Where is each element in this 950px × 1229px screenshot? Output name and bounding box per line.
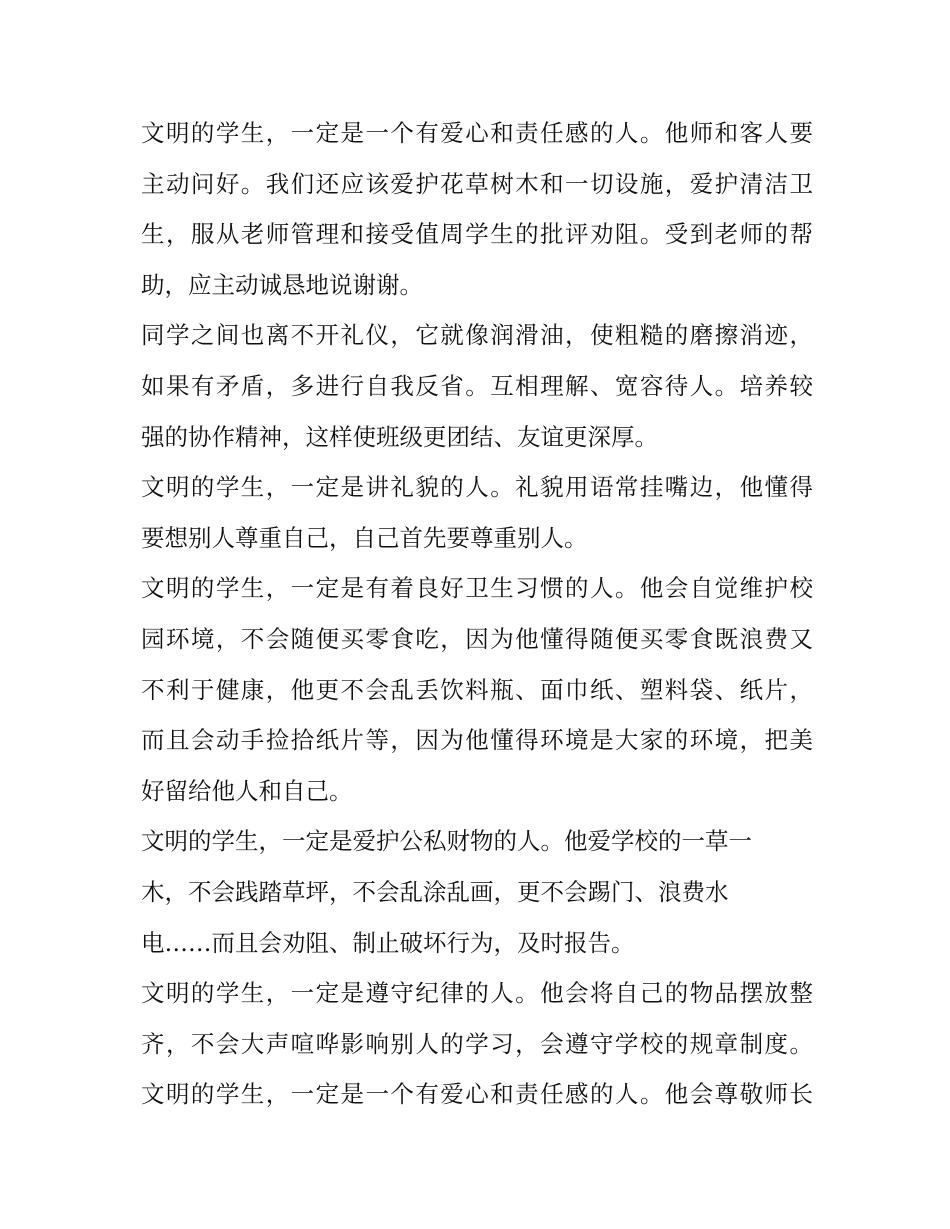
text-line: 木，不会践踏草坪，不会乱涂乱画，更不会踢门、浪费水 <box>141 877 729 906</box>
text-line: 而且会动手捡拾纸片等，因为他懂得环境是大家的环境，把美 <box>141 726 813 755</box>
text-line: 文明的学生，一定是有着良好卫生习惯的人。他会自觉维护校 <box>141 574 813 603</box>
text-line: 如果有矛盾，多进行自我反省。互相理解、宽容待人。培养较 <box>141 371 813 400</box>
text-line: 文明的学生，一定是爱护公私财物的人。他爱学校的一草一 <box>141 827 752 856</box>
body-text <box>141 108 813 1120</box>
text-line: 同学之间也离不开礼仪，它就像润滑油，使粗糙的磨擦消迹， <box>141 321 813 350</box>
text-line: 不利于健康，他更不会乱丢饮料瓶、面巾纸、塑料袋、纸片， <box>141 675 813 704</box>
text-line: 生，服从老师管理和接受值周学生的批评劝阻。受到老师的帮 <box>141 220 813 249</box>
text-line: 要想别人尊重自己，自己首先要尊重别人。 <box>141 523 588 552</box>
text-line: 主动问好。我们还应该爱护花草树木和一切设施，爱护清洁卫 <box>141 169 813 198</box>
text-line: 电……而且会劝阻、制止破坏行为，及时报告。 <box>141 928 635 957</box>
text-line: 园环境，不会随便买零食吃，因为他懂得随便买零食既浪费又 <box>141 624 813 653</box>
text-line: 齐，不会大声喧哗影响别人的学习，会遵守学校的规章制度。 <box>141 1029 813 1058</box>
text-line: 好留给他人和自己。 <box>141 776 353 805</box>
text-line: 文明的学生，一定是一个有爱心和责任感的人。他会尊敬师长 <box>141 1080 813 1109</box>
text-line: 文明的学生，一定是一个有爱心和责任感的人。他师和客人要 <box>141 119 813 147</box>
text-line: 强的协作精神，这样使班级更团结、友谊更深厚。 <box>141 422 658 451</box>
text-line: 助，应主动诚恳地说谢谢。 <box>141 270 423 299</box>
text-line: 文明的学生，一定是遵守纪律的人。他会将自己的物品摆放整 <box>141 979 813 1008</box>
text-line: 文明的学生，一定是讲礼貌的人。礼貌用语常挂嘴边，他懂得 <box>141 473 813 502</box>
